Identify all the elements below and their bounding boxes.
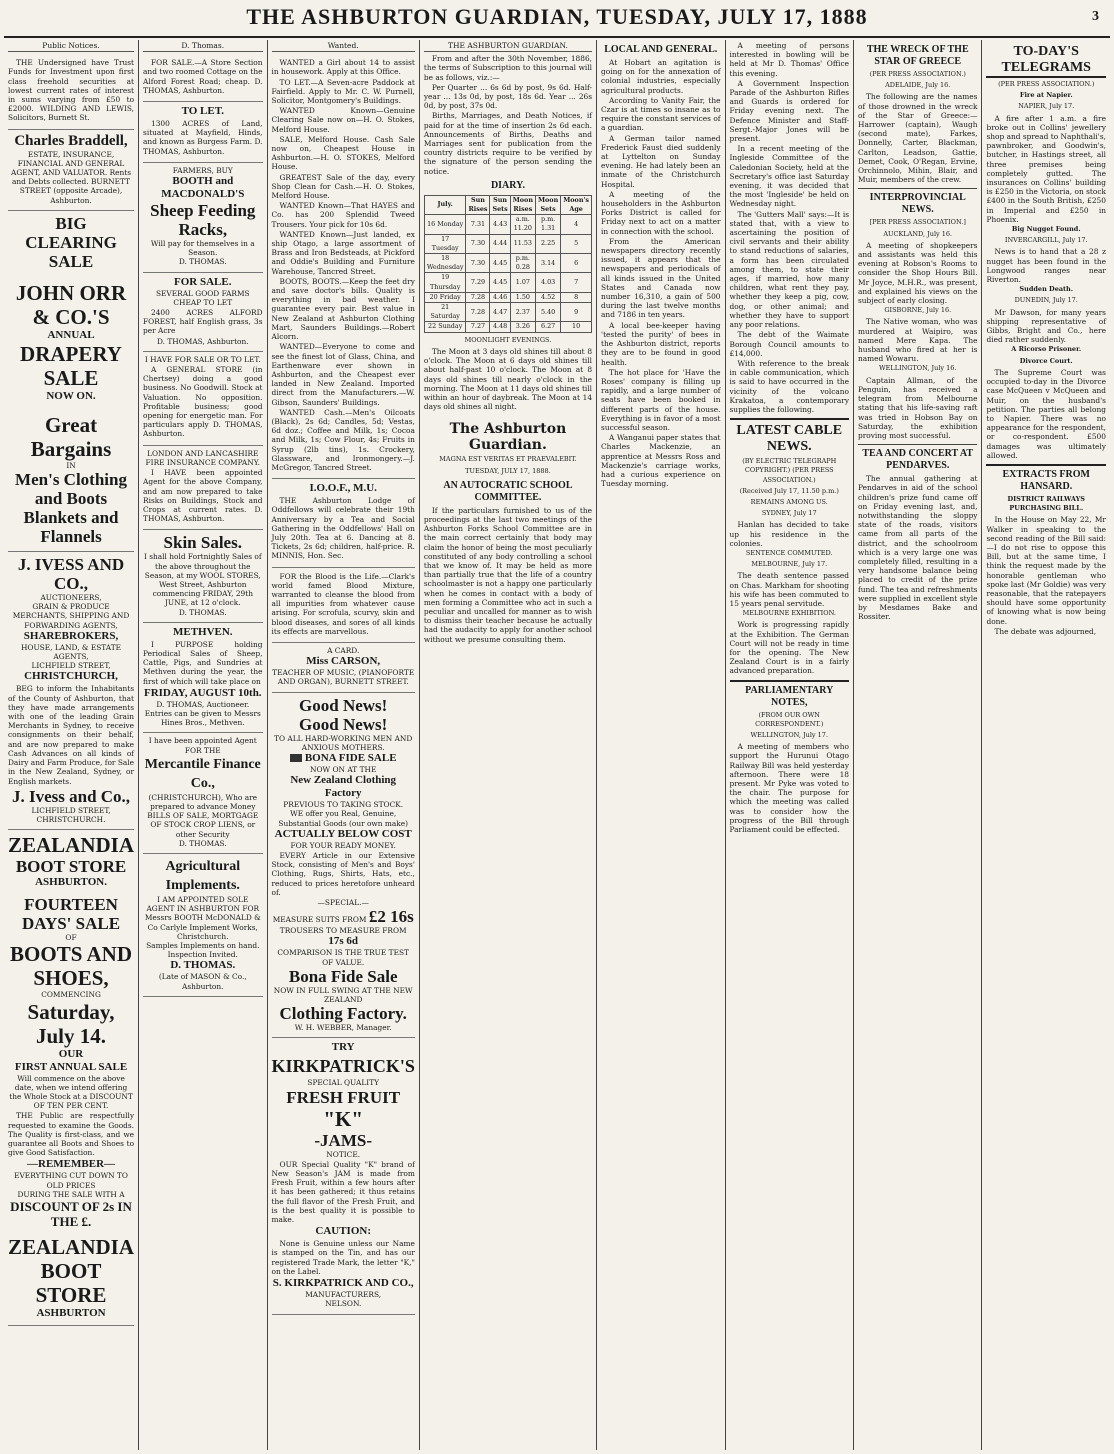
classified-item: GREATEST Sale of the day, every Shop Clean for Cash.—H. O. Stokes, Melford House. [271, 172, 415, 201]
ad-text: D. THOMAS. [178, 607, 227, 617]
diary-cell: 5 [561, 234, 592, 253]
column-6 [726, 40, 854, 1450]
dateline: NAPIER, July 17. [1018, 102, 1075, 111]
ad-text: Will pay for themselves in a Season. [150, 239, 255, 258]
kirkpatrick-ad [272, 1038, 415, 1314]
ad-heading: Agricultural Implements. [165, 858, 241, 893]
ad-heading: ZEALANDIA [8, 833, 135, 858]
cable-item: Hanlan has decided to take up his residence in the colonies. [729, 520, 849, 548]
ad-text: NOTICE. [326, 1149, 361, 1159]
news-item: A Wanganui paper states that Charles Mackenzie, an apprentice at Messrs Ross and Mackenzie's carriage works, had a curious experience on Tuesday morning. [601, 433, 721, 489]
classified-item: WANTED—Everyone to come and see the finest lot of Glass, China, and Earthenware ever shown in Ashburton, and the Cheapest ever landed in New Zealand. Imported direct from the Manufacturers.—W. Gibson, Saunders' Buildings. [271, 342, 415, 407]
news-item: In the House on May 22, Mr Walker in speaking to the second reading of the Bill said:—I do not rise to oppose this Bill, but at the same time, I think the request made by the honorable gentleman who spoke last (Mr Goldie) was very reasonable, that the ratepayers should have some opportunity of knowing what is now being done. [986, 515, 1106, 626]
section-title: PARLIAMENTARY NOTES, [730, 680, 849, 709]
diary-cell: 6 [561, 254, 592, 273]
news-item: At Hobart an agitation is going on for the annexation of colonial industries, especially agricultural products. [601, 58, 721, 95]
ad-heading: Mercantile Finance Co., [144, 756, 261, 791]
ad-heading: Blankets and Flannels [23, 508, 119, 547]
ad-text [272, 907, 415, 926]
cable-heading: MELBOURNE EXHIBITION. [742, 609, 836, 618]
diary-column-header: July. [424, 195, 466, 214]
news-item: The debate was adjourned, [994, 626, 1097, 636]
dateline: MELBOURNE, July 17. [751, 560, 828, 569]
telegram-heading: Sudden Death. [1019, 285, 1074, 294]
diary-table [424, 195, 592, 333]
price-label: TROUSERS TO MEASURE FROM [279, 926, 407, 936]
ad-text: D. THOMAS, Auctioneer. [156, 699, 250, 709]
received-line: (Received July 17, 11.50 p.m.) [739, 486, 839, 495]
diary-row [424, 322, 591, 332]
diary-row [424, 292, 591, 302]
ad-text: SPECIAL QUALITY [307, 1078, 380, 1088]
diary-cell: 11.53 [510, 234, 535, 253]
column-2 [139, 40, 267, 1450]
diary-cell: 4.03 [535, 273, 560, 292]
ad-body: THE Ashburton Lodge of Oddfellows will celebrate their 19th Anniversary by a Tea and Social Gathering in the Oddfellows' Hall on July 20th. Tea at 6. Dancing at 8. Tickets, 2s 6d; children, half-price. R. MINNIS, Hon. Sec. [271, 496, 415, 561]
diary-cell: 4.45 [490, 273, 510, 292]
diary-cell: 16 Monday [424, 215, 466, 234]
diary-cell: 1.50 [510, 292, 535, 302]
ad-heading: Men's Clothing and Boots [15, 470, 127, 509]
diary-cell: 5.40 [535, 303, 560, 322]
braddell-ad [8, 130, 134, 211]
ad-text: FARMERS, BUY [172, 165, 233, 175]
ad-text: LICHFIELD STREET, CHRISTCHURCH. [31, 805, 111, 824]
diary-cell: 7.28 [466, 292, 490, 302]
dateline: AUCKLAND, July 16. [883, 229, 953, 238]
diary-cell: 1.07 [510, 273, 535, 292]
ad-text: PREVIOUS TO TAKING STOCK. [283, 800, 404, 810]
ad-heading: FRESH FRUIT [286, 1087, 401, 1107]
news-item: A German tailor named Frederick Faust died suddenly at Lyttelton on Sunday evening. He had lately been an inmate of the Christchurch Hospital. [601, 133, 721, 189]
diary-cell: 4.43 [490, 215, 510, 234]
oddfellows-ad [272, 479, 415, 567]
ad-text: TEACHER OF MUSIC, (PIANOFORTE AND ORGAN), BURNETT STREET. [272, 668, 415, 687]
ad-body: FOR SALE.—A Store Section and two roomed Cottage on the Alford Forest Road; cheap. D. THOMAS, Ashburton. [143, 58, 263, 95]
news-item: The debt of the Waimate Borough Council amounts to £14,000. [729, 330, 849, 358]
ad-heading: J. Ivess and Co., [11, 786, 131, 806]
dateline: ADELAIDE, July 16. [885, 81, 951, 90]
ad-text: AUCTIONEERS, [40, 593, 102, 603]
ad-heading: JOHN ORR & CO.'S [15, 280, 127, 329]
news-item: A meeting of members who support the Hurunui Otago Railway Bill was held yesterday afternoon. There were 18 present. Mr Pyke was voted to the chair. The purpose for which the meeting was called was to consider how the progress of the Bill through Parliament could be effected. [729, 742, 849, 835]
telegram-item: The Supreme Court was occupied to-day in the Divorce case McQueen v McQueen and Muir, on the husband's petition. The parties all belong to Napier. There was no appearance for the respondent, or co-respondent. £500 damages was ultimately allowed. [986, 367, 1106, 460]
news-item: With reference to the break in cable communication, which is said to have occurred in the vicinity of the volcano Krakatoa, a contemporary supplies the following. [729, 358, 849, 414]
orr-sale-ad [8, 211, 134, 552]
news-item: The hot place for 'Have the Roses' company is filling up rapidly, and a large number of seats have been booked in different parts of the house. Everything is in favor of a most successful season. [601, 367, 721, 432]
clothing-factory-ad [272, 693, 415, 1039]
diary-cell: 7.28 [466, 303, 490, 322]
ad-heading: I.O.O.F., M.U. [309, 482, 377, 495]
diary-cell: p.m. 1.31 [535, 215, 560, 234]
farms-ad [143, 273, 262, 352]
section-title: LATEST CABLE NEWS. [730, 418, 849, 455]
diary-cell: 22 Sunday [424, 322, 466, 332]
telegram-item: Mr Dawson, for many years shipping representative of Gibbs, Bright and Co., here died rather suddenly. [986, 307, 1106, 345]
ad-heading: TO LET. [181, 105, 224, 118]
ad-heading: Bona Fide Sale [288, 966, 398, 986]
page-number: 3 [1092, 9, 1100, 24]
diary-title: DIARY. [490, 179, 525, 191]
ad-heading: Charles Braddell, [14, 132, 128, 149]
news-item: According to Vanity Fair, the Czar is at times so insane as to require the constant services of a guardian. [601, 95, 721, 133]
section-title: THE WRECK OF THE STAR OF GREECE [866, 44, 969, 67]
ad-text: Samples Implements on hand. [146, 941, 260, 950]
news-item: A meeting of shopkeepers and assistants was held this evening at Robson's Rooms to consider the Shop Hours Bill. Mr Joyce, M.H.R., was present, and explained his views on the subject of early closing. [858, 240, 978, 306]
ad-heading: Great Bargains [30, 412, 112, 461]
news-item: A meeting of persons interested in bowling will be held at Mr D. Thomas' Office this evening. [729, 41, 849, 78]
editorial-title: AN AUTOCRATIC SCHOOL COMMITTEE. [443, 479, 573, 503]
section-subtitle: (BY ELECTRIC TELEGRAPH COPYRIGHT.) (PER PRESS ASSOCIATION.) [742, 457, 837, 484]
ad-text: —SPECIAL.— [317, 898, 369, 908]
diary-cell: 7.31 [466, 215, 490, 234]
diary-row [424, 234, 591, 253]
column-3 [268, 40, 420, 1450]
ad-heading: DRAPERY SALE [20, 341, 122, 390]
diary-column-header: Moon Rises [510, 195, 535, 214]
ad-text: ANNUAL [47, 328, 95, 341]
ad-heading: J. IVESS AND CO., [17, 555, 125, 594]
classified-item: WANTED a Girl about 14 to assist in housework. Apply at this Office. [271, 58, 415, 77]
cable-item: Work is progressing rapidly at the Exhibition. The German Court will not be ready in time for the opening. The New Zealand Court is in a fairly advanced preparation. [729, 620, 849, 676]
moonlight-text: The Moon at 3 days old shines till about 8 o'clock. The Moon at 6 days old shines till about half-past 10 o'clock. The Moon at 8 days old shines till nearly o'clock in the morning. The Moon at 11 days old shines till within an hour of daybreak. The Moon at 14 days old shines all night. [423, 346, 593, 412]
ad-heading: BOOTH and MACDONALD'S [161, 175, 245, 201]
music-teacher-ad [272, 643, 415, 693]
ad-body: EVERY Article in our Extensive Stock, consisting of Men's and Boys' Clothing, Rugs, Shirts, Hats, etc., reduced to prices heretofore unheard of. [271, 851, 415, 897]
trust-funds-ad [8, 54, 134, 129]
ad-text: NOW IN FULL SWING AT THE NEW ZEALAND [273, 985, 413, 1005]
ad-body: THE Public are respectfully requested to examine the Goods. The Quality is first-class, and we guarantee all Boots and Shoes to give Good Satisfaction. [8, 1111, 135, 1158]
diary-row [424, 215, 591, 234]
general-store-ad [143, 352, 262, 446]
diary-cell: 4.52 [535, 292, 560, 302]
ad-text: D. THOMAS, Ashburton. [156, 336, 249, 346]
ad-text: (Late of MASON & Co., Ashburton. [158, 972, 247, 991]
flag-icon [290, 754, 302, 762]
dateline: SYDNEY, July 17 [761, 509, 817, 518]
diary-cell: p.m. 0.28 [510, 254, 535, 273]
diary-cell: 9 [561, 303, 592, 322]
diary-header-row [424, 195, 591, 214]
diary-cell: 4.48 [490, 322, 510, 332]
ad-heading: Good News! [299, 695, 388, 715]
diary-cell: 3.26 [510, 322, 535, 332]
ad-body: 1300 ACRES of Land, situated at Mayfield, Hinds, and known as Burgess Farm. D. THOMAS, Ashburton. [143, 119, 263, 156]
dateline: WELLINGTON, July 16. [878, 364, 957, 373]
diary-cell: 21 Saturday [424, 303, 466, 322]
ad-heading: BIG CLEARING SALE [25, 213, 117, 271]
news-item: From the American newspapers directory recently issued, it appears that the newspapers and periodicals of all kinds issued in the United States and Canada now number 16,310, a gain of 500 during the last twelve months and 7186 in ten years. [601, 236, 721, 320]
blood-mixture-ad [272, 568, 415, 643]
ad-body: I PURPOSE holding Periodical Sales of Sheep, Cattle, Pigs, and Sundries at Methven during the year, the first of which will take place on [143, 639, 263, 686]
ad-text: MANUFACTURERS, [305, 1290, 382, 1300]
methven-ad [143, 623, 262, 734]
price-value: 17s 6d [328, 935, 359, 948]
diary-column-header: Sun Sets [490, 195, 510, 214]
ad-text: ASHBURTON [36, 1306, 106, 1319]
telegram-heading: Divorce Court. [1019, 356, 1073, 365]
diary-row [424, 303, 591, 322]
ad-heading: BOOT STORE [15, 857, 127, 877]
zealandia-ad [8, 830, 134, 1326]
ad-heading: BOOT STORE [35, 1258, 107, 1307]
news-item: In a recent meeting of the Ingleside Committee of the Caledonian Society, held at the Secretary's office last Saturday evening, it was decided that the most 'Ingleside' be held on Wednesday night. [729, 144, 849, 209]
ad-heading: METHVEN. [172, 625, 233, 638]
ad-heading: Good News! [299, 714, 388, 734]
ad-body: 2400 ACRES ALFORD FOREST, half English grass, 3s per Acre [143, 308, 263, 336]
price-value: £2 16s [368, 907, 414, 927]
ad-body: A GENERAL STORE (in Chertsey) doing a good business. No Goodwill. Stock at Valuation. No opposition. Profitable business; good opening for energetic man. For particulars apply D. THOMAS, Ashburton. [143, 365, 263, 439]
ad-text: THE Undersigned have Trust Funds for Investment upon first class freehold securities at lowest current rates of interest in sums varying from £50 to £2000. WILDING AND LEWIS, Solicitors, Burnett St. [8, 58, 135, 123]
classified-item: WANTED Cash.—Men's Oilcoats (Black), 2s 6d; Candles, 5d; Vestas, 6d doz.; Coffee and Milk, 1s; Cocoa and Milk, 1s; Cow Flour, 4s; Fruits in Syrup (2lb tins), 1s. Crockery, Glassware, and Ironmongery.—J. McGregor, Tancred Street. [271, 407, 415, 472]
ad-text: LICHFIELD STREET, [31, 661, 111, 671]
ad-text: COMMENCING [41, 990, 101, 1000]
diary-cell: 4.45 [490, 254, 510, 273]
subscription-text: From and after the 30th November, 1886, the terms of Subscription to this journal will be as follows, viz.:— [423, 54, 593, 82]
diary-cell: 20 Friday [424, 292, 466, 302]
news-item: Captain Allman, of the Penguin, has received a telegram from Melbourne stating that his life-saving raft was tried in Hobson Bay on Saturday, the exhibition proving most successful. [858, 375, 978, 440]
ad-heading: -JAMS- [314, 1130, 372, 1150]
ad-text: D. THOMAS. [178, 838, 227, 848]
implements-ad [143, 854, 262, 997]
ad-heading: FIRST ANNUAL SALE [14, 1060, 128, 1073]
section-subtitle: (PER PRESS ASSOCIATION.) [869, 70, 966, 78]
diary-cell: 3.14 [535, 254, 560, 273]
ad-heading: DISCOUNT OF 2s IN THE £. [10, 1198, 132, 1229]
mercantile-ad [143, 733, 262, 854]
classified-item: WANTED Known—Just landed, ex ship Otago, a large assortment of Brass and Iron Bedsteads, at Pickford and Oddie's Building and Furniture Warehouse, Tancred Street. [271, 229, 415, 276]
ad-body: BEG to inform the Inhabitants of the County of Ashburton, that they have made arrangements with one of the leading Grain Merchants in Sydney, to receive consignments on their behalf, and are now prepared to make Cash Advances on all kinds of Dairy and Farm Produce, for Sale in the New Zealand, Sydney, or English markets. [8, 684, 135, 786]
section-subtitle: [PER PRESS ASSOCIATION.] [869, 218, 966, 227]
diary-cell: 17 Tuesday [424, 234, 466, 253]
moonlight-title: MOONLIGHT EVENINGS. [464, 335, 552, 344]
ad-heading: Miss CARSON, [306, 655, 381, 668]
classified-item: SALE, Melford House. Cash Sale now on, Cheapest House in Ashburton.—H. O. STOKES, Melford House. [271, 134, 415, 172]
news-item: A local bee-keeper having 'tested the purity' of bees in the Ashburton district, reports they are to be found in good health. [601, 320, 721, 367]
ad-heading: New Zealand Clothing Factory [290, 774, 397, 800]
diary-cell: 7.30 [466, 254, 490, 273]
telegram-item: News is to hand that a 28 z nugget has been found in the Longwood ranges near Riverton. [986, 247, 1106, 285]
ad-text: ASHBURTON. [35, 876, 107, 889]
section-title: TEA AND CONCERT AT PENDARVES. [858, 444, 977, 472]
ad-text: Messrs BOOTH McDONALD & Co Carlyle Implement Works, Christchurch. [144, 913, 261, 941]
notices-text: Births, Marriages, and Death Notices, if paid for at the time of insertion 2s 6d each. Announcements of Births, Deaths and Marriages sent for publication from the country districts require to be verified by the signature of the person sending the notice. [423, 111, 593, 176]
classified-ads [272, 54, 415, 479]
dateline: DUNEDIN, July 17. [1014, 296, 1078, 305]
ad-text: OUR [58, 1047, 84, 1060]
news-item: The following are the names of those drowned in the wreck of the Star of Greece:—Harrower (captain), Waugh (second mate), Farkes, Donnelly, Carter, Blackman, Carlton, Leadson, Gattie, Demet, Cook, O'Regan, Ervine, Orchinnolo, Mihin, Blair, and Muir, members of the crew. [858, 92, 978, 185]
section-subtitle: (FROM OUR OWN CORRESPONDENT.) [755, 710, 824, 728]
telegram-heading: A Ricorso Prisoner. [1011, 345, 1082, 354]
ad-heading: ZEALANDIA [8, 1234, 135, 1259]
ad-text: I AM APPOINTED SOLE AGENT IN ASHBURTON FOR [146, 894, 260, 914]
classified-item: WANTED Known—Genuine Clearing Sale now on—H. O. Stokes, Melford House. [271, 106, 415, 134]
ad-text: Will commence on the above date, when we intend offering the Whole Stock at a DISCOUNT OF TEN PER CENT. [9, 1073, 133, 1111]
ad-text: NOW ON. [46, 389, 96, 402]
telegram-heading: Fire at Napier. [1019, 91, 1073, 100]
classified-item: TO LET.—A Seven-acre Paddock at Fairfield. Apply to Mr. C. W. Purnell, Solicitor, Montgomery's Buildings. [271, 77, 415, 106]
dateline: GISBORNE, July 16. [884, 306, 952, 315]
ad-heading: CAUTION: [315, 1225, 371, 1238]
skin-sales-ad [143, 530, 262, 622]
section-subtitle: (PER PRESS ASSOCIATION.) [998, 80, 1095, 88]
masthead-title: THE ASHBURTON GUARDIAN, TUESDAY, JULY 17, 1888 [246, 4, 868, 29]
ad-text: SHAREBROKERS, [23, 629, 119, 642]
ad-text: NOW ON AT THE [310, 765, 377, 774]
dateline: INVERCARGILL, July 17. [1004, 236, 1088, 245]
news-item: The annual gathering at Pendarves in aid of the school children's prize fund came off on Friday evening last, and, notwithstanding the sloppy state of the roads, visitors came from all parts of the district, and the schoolroom which is a very large one was completely filled, resulting in a very handsome balance being placed to credit of the prize fund. The tea and refreshments were supplied in excellent style by Mesdames Bake and Rossiter. [858, 474, 978, 622]
subscription-terms: Per Quarter ... 6s 6d by post, 9s 6d. Half-year ... 13s 0d, by post, 18s 6d. Year ... 26s 0d, by post, 37s 0d. [423, 82, 593, 111]
ad-text: I shall hold Fortnightly Sales of the above throughout the Season, at my WOOL STORES, West Street, Ashburton commencing FRIDAY, 29th JUNE, at 12 o'clock. [143, 552, 262, 608]
ad-text: COMPARISON IS THE TRUE TEST OF VALUE. [277, 948, 409, 967]
column-head: Public Notices. [8, 40, 134, 52]
ad-text: I have been appointed Agent FOR THE [148, 736, 257, 755]
ad-text: Entries can be given to Messrs Hines Bros., Methven. [144, 708, 261, 728]
ad-heading: FOR SALE. [174, 275, 232, 288]
ad-text: FOR YOUR READY MONEY. [290, 840, 396, 850]
ad-heading: BOOTS AND SHOES, [10, 942, 132, 991]
dateline: WELLINGTON, July 17. [750, 731, 829, 739]
ad-text: HOUSE, LAND, & ESTATE AGENTS, [20, 642, 122, 662]
price-label: MEASURE SUITS FROM [272, 915, 367, 925]
ad-heading: ACTUALLY BELOW COST [274, 827, 412, 840]
ad-heading: Skin Sales. [163, 533, 242, 553]
ad-text: ESTATE, INSURANCE, FINANCIAL AND GENERAL AGENT, AND VALUATOR. Rents and Debts collected. BURNETT STREET (opposite Arcade), Ashburton. [10, 149, 132, 205]
ad-heading-text: BONA FIDE SALE [304, 752, 397, 764]
column-head: Wanted. [272, 40, 415, 52]
diary-cell: 2.37 [510, 303, 535, 322]
cable-heading: SENTENCE COMMUTED. [745, 548, 833, 557]
diary-cell: 10 [561, 322, 592, 332]
ad-text: D. THOMAS. [178, 257, 227, 267]
paper-motto: MAGNA EST VERITAS ET PRAEVALEBIT. [439, 455, 577, 464]
column-8 [982, 40, 1109, 1450]
diary-cell: 2.25 [535, 234, 560, 253]
editorial-text: If the particulars furnished to us of the proceedings at the last two meetings of the Ashburton Forks School Committee are in the main correct certainly that body may claim the honor of being the most peculiarly constituted of any body controlling a school that we know of. It may be held as more than partially true that the life of a country schoolmaster is not a happy one particularly when he comes in contact with a body of men forming a Committee who act in such a peculiar and uncalled for manner as to wish to dismiss their teacher because he actually had the audacity to apply for another school without we presume consulting them. [423, 505, 593, 644]
columns [4, 40, 1110, 1450]
news-item: The Native woman, who was murdered at Waipiro, was named Mere Kapa. The husband who fired at her is named Wowaru. [858, 317, 978, 364]
ivess-ad [8, 552, 134, 830]
section-title: TO-DAY'S TELEGRAMS [986, 44, 1105, 78]
ad-text: EVERYTHING CUT DOWN TO OLD PRICES [14, 1171, 128, 1190]
ad-text: GRAIN & PRODUCE MERCHANTS, SHIPPING AND FORWARDING AGENTS, [12, 602, 130, 630]
ad-text: A CARD. [327, 645, 360, 655]
diary-body [424, 215, 591, 332]
ad-text: (CHRISTCHURCH), Who are prepared to advance Money BILLS OF SALE, MORTGAGE OF STOCK CROP LIENS, or other Security [147, 792, 259, 839]
diary-cell: 4.47 [490, 303, 510, 322]
diary-cell: 6.27 [535, 322, 560, 332]
ad-text: DURING THE SALE WITH A [17, 1189, 125, 1199]
paper-nameplate: The Ashburton Guardian. [449, 421, 567, 454]
telegram-item: A fire after 1 a.m. a fire broke out in Collins' jewellery shop and spread to Naphthali's, pawnbroker, and Goodwin's, butcher, in Hastings street, all three premises being completely gutted. The insurances on Collins' building is £250 in the Victoria, on stock £400 in the South British, £250 in Imperial and £250 in Phoenix. [986, 113, 1106, 224]
column-7 [854, 40, 982, 1450]
column-4 [420, 40, 597, 1450]
ad-text: NELSON. [325, 1299, 362, 1309]
ad-text: I HAVE FOR SALE OR TO LET. [144, 354, 261, 364]
diary-column-header: Moon Sets [535, 195, 560, 214]
insurance-ad [143, 446, 262, 531]
sheep-racks-ad [143, 163, 262, 273]
ad-body: None is Genuine unless our Name is stamped on the Tin, and has our registered Trade Mark, the letter "K," on the Label. [271, 1239, 415, 1276]
diary-cell: 18 Wednesday [424, 254, 466, 273]
ad-text [272, 926, 415, 948]
cable-item: The death sentence passed on Chas. Markham for shooting his wife has been commuted to 15 years penal servitude. [729, 571, 849, 608]
diary-cell: 7.29 [466, 273, 490, 292]
ad-text: TRY [331, 1041, 355, 1054]
news-item: A meeting of the householders in the Ashburton Forks District is called for Friday next to act on a matter in connection with the school. [601, 189, 721, 236]
ad-heading [272, 752, 415, 765]
section-title: LOCAL AND GENERAL. [604, 44, 718, 55]
diary-cell: 19 Thursday [424, 273, 466, 292]
diary-cell: 7.27 [466, 322, 490, 332]
paper-date: TUESDAY, JULY 17, 1888. [465, 466, 551, 475]
ad-body: I HAVE been appointed Agent for the above Company, and am now prepared to take Risks on Buildings, Stock and Crops at current rates. D. THOMAS, Ashburton. [143, 468, 263, 524]
for-sale-ad [143, 54, 262, 102]
ad-text: LONDON AND LANCASHIRE FIRE INSURANCE COMPANY. [145, 448, 260, 467]
masthead-rule [4, 36, 1110, 38]
ad-text: —REMEMBER— [27, 1158, 116, 1171]
telegram-heading: Big Nugget Found. [1011, 225, 1081, 234]
ad-heading: FRIDAY, AUGUST 10th. [143, 686, 262, 699]
diary-cell: 7 [561, 273, 592, 292]
diary-cell: 4.46 [490, 292, 510, 302]
diary-row [424, 273, 591, 292]
column-1 [4, 40, 139, 1450]
ad-text: TO ALL HARD-WORKING MEN AND ANXIOUS MOTHERS. [274, 733, 413, 752]
classified-item: BOOTS, BOOTS.—Keep the feet dry and save doctor's bills. Quality is everything in bad weather. I guarantee every pair. Best value in New Zealand at Ashburton Clothing Mart, Saunders Buildings.—Robert Alcorn. [271, 276, 415, 342]
ad-heading: Sheep Feeding Racks, [150, 201, 256, 240]
diary-column-header: Moon's Age [561, 195, 592, 214]
ad-body: FOR the Blood is the Life.—Clark's world famed Blood Mixture, warranted to cleanse the blood from all impurities from whatever cause arising. For scrofula, scurvy, skin and blood diseases, and sores of all kinds its effects are marvellous. [271, 571, 415, 636]
diary-cell: a.m. 11.20 [510, 215, 535, 234]
ad-text: IN [66, 460, 76, 470]
classified-item: WANTED Known—That HAYES and Co. has 200 Splendid Tweed Trousers. Your pick for 10s 6d. [271, 201, 415, 229]
ad-heading: "K" [323, 1106, 364, 1131]
column-5 [597, 40, 725, 1450]
diary-cell: 4.44 [490, 234, 510, 253]
to-let-ad [143, 102, 262, 163]
diary-column-header: Sun Rises [466, 195, 490, 214]
cable-heading: REMAINS AMONG US. [750, 497, 828, 506]
diary-cell: 8 [561, 292, 592, 302]
diary-cell: 4 [561, 215, 592, 234]
masthead [0, 0, 1114, 34]
ad-text: WE offer you Real, Genuine, Substantial Goods (our own make) [278, 809, 408, 828]
ad-text: CHRISTCHURCH, [24, 670, 118, 683]
ad-heading: D. THOMAS. [170, 959, 236, 972]
ad-text: Inspection Invited. [167, 950, 238, 960]
ad-text: SEVERAL GOOD FARMS CHEAP TO LET [155, 288, 250, 307]
ad-text: W. H. WEBBER, Manager. [294, 1023, 392, 1033]
diary-cell: 7.30 [466, 234, 490, 253]
section-title: EXTRACTS FROM HANSARD. [986, 464, 1105, 493]
ad-heading: Clothing Factory. [279, 1004, 407, 1024]
ad-heading: S. KIRKPATRICK AND CO., [272, 1277, 414, 1290]
section-title: INTERPROVINCIAL NEWS. [858, 188, 977, 216]
ad-heading: KIRKPATRICK'S [271, 1056, 415, 1077]
ad-heading: Saturday, July 14. [27, 999, 115, 1048]
diary-row [424, 254, 591, 273]
column-head: THE ASHBURTON GUARDIAN. [424, 40, 592, 52]
section-subtitle: DISTRICT RAILWAYS PURCHASING BILL. [1007, 494, 1085, 513]
ad-heading: FOURTEEN DAYS' SALE [21, 895, 121, 934]
news-item: A Government Inspection Parade of the Ashburton Rifles and Guards is ordered for Friday evening next. The Defence Minister and Staff-Sergt.-Major Jones will be present. [729, 78, 849, 144]
column-head: D. Thomas. [143, 40, 262, 52]
ad-text: OF [65, 933, 77, 943]
ad-body: OUR Special Quality "K" brand of New Season's JAM is made from Fresh Fruit, within a few hours after it has been gathered; it thus retains the full flavor of the Fresh Fruit, and is the best quality it is possible to make. [271, 1159, 415, 1225]
news-item: The 'Gutters Mall' says:—It is stated that, with a view to ascertaining the position of civil servants and their ability to stand reductions of salaries, a form has been circulated among them, to state their ages, if married, how many children, what rent they pay, whether they keep a pig, cow, dog, or other animal; and whether they have to support any poor relations. [729, 209, 849, 330]
